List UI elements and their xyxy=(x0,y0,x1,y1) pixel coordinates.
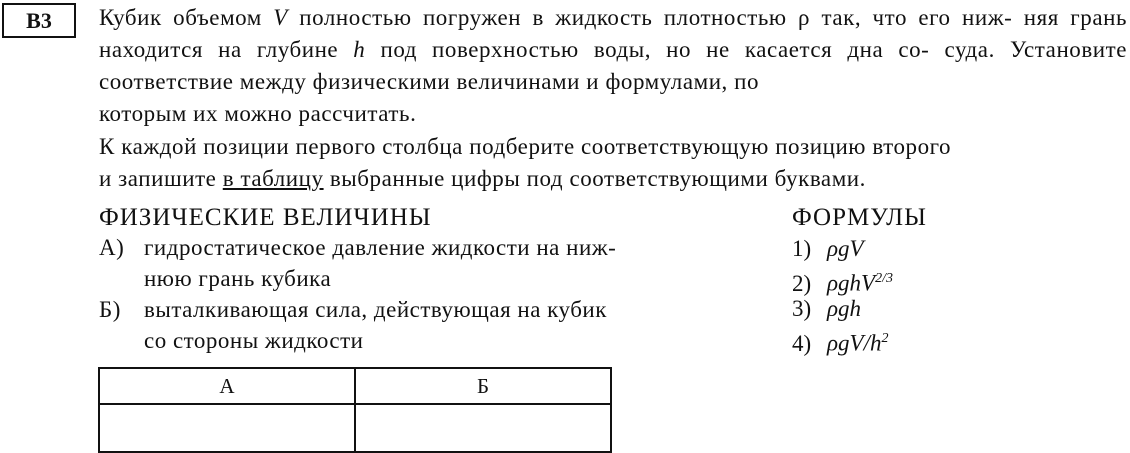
quantity-text-line: выталкивающая сила, действующая на кубик xyxy=(144,297,607,322)
quantity-item-a xyxy=(99,232,739,294)
answer-column-a-header: А xyxy=(99,368,355,404)
formula-exponent: 2 xyxy=(881,331,889,346)
formula-number: 1) xyxy=(792,236,812,261)
formula-number: 2) xyxy=(792,270,812,296)
instruction-text: выбранные цифры под соответствующими буквами. xyxy=(323,166,866,191)
formula-list xyxy=(792,234,893,354)
quantity-text-line: со стороны жидкости xyxy=(144,328,364,353)
task-number-badge: B3 xyxy=(2,3,76,38)
statement-text: полностью погружен в жидкость плотностью ρ так, что его ниж- xyxy=(287,5,1013,30)
task-instruction xyxy=(99,131,1127,195)
answer-table-row xyxy=(99,404,611,452)
formula-number: 4) xyxy=(792,330,812,356)
formula-expression: ρgV/h xyxy=(827,330,882,356)
answer-column-b-header: Б xyxy=(355,368,611,404)
formula-item xyxy=(792,234,893,264)
statement-text: под поверхностью воды, но не касается дна со- xyxy=(365,37,930,62)
quantity-text-line: гидростатическое давление жидкости на ниж- xyxy=(144,235,617,260)
answer-table-header-row xyxy=(99,368,611,404)
quantity-item-b xyxy=(99,294,739,356)
depth-symbol: h xyxy=(353,37,366,62)
table-reference: в таблицу xyxy=(222,166,324,191)
formula-item xyxy=(792,294,893,324)
instruction-text: и запишите xyxy=(99,166,223,191)
formula-number: 3) xyxy=(792,296,812,321)
answer-table xyxy=(98,367,612,453)
quantity-label: Б) xyxy=(99,297,121,322)
statement-text: которым их можно рассчитать. xyxy=(99,101,417,126)
instruction-text: К каждой позиции первого столбца подберите соответствующую позицию второго xyxy=(99,134,952,159)
volume-symbol: V xyxy=(273,5,288,30)
statement-text: Кубик объемом xyxy=(99,5,274,30)
answer-cell-b[interactable] xyxy=(355,404,611,452)
quantity-text-line: нюю грань кубика xyxy=(144,266,332,291)
task-statement xyxy=(99,2,1127,130)
answer-cell-a[interactable] xyxy=(99,404,355,452)
formula-item xyxy=(792,264,893,294)
formula-expression: ρgh xyxy=(827,296,862,321)
formulas-heading: ФОРМУЛЫ xyxy=(792,204,927,231)
quantity-label: А) xyxy=(99,235,125,260)
formula-exponent: 2/3 xyxy=(875,271,893,286)
formula-expression: ρghV xyxy=(827,270,876,296)
quantities-heading: ФИЗИЧЕСКИЕ ВЕЛИЧИНЫ xyxy=(99,204,432,231)
formula-expression: ρgV xyxy=(827,236,864,261)
formula-item xyxy=(792,324,893,354)
statement-text: няя грань находится на глубине xyxy=(99,5,1127,62)
statement-text: суда. Установите соответствие между физическими величинами и формулами, по xyxy=(99,37,1127,94)
